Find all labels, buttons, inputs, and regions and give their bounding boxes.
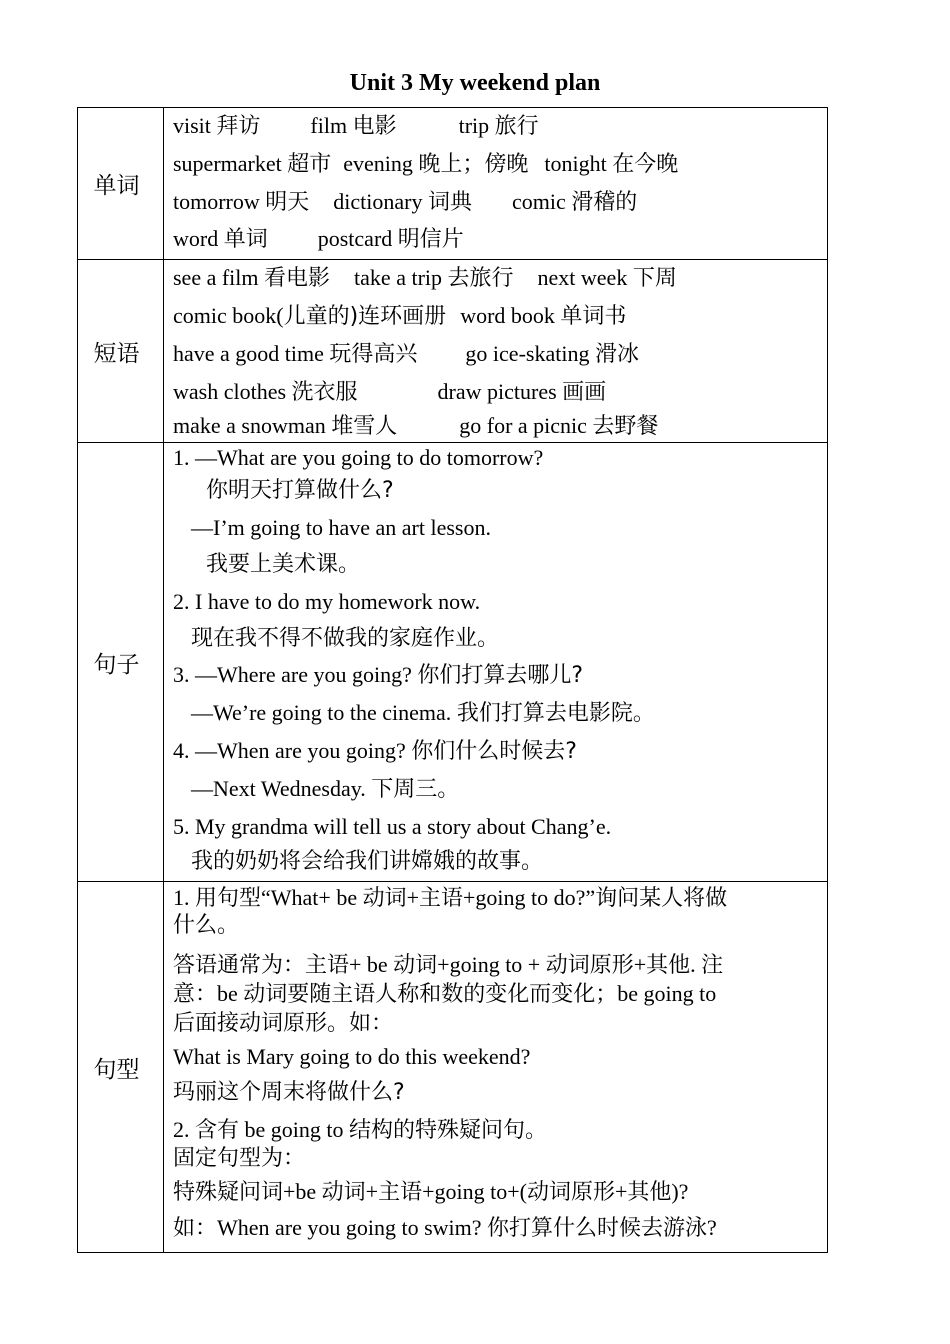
pattern-2-formula: 特殊疑问词+be 动词+主语+going to+(动词原形+其他)?	[173, 1179, 689, 1205]
sentence-1-answer: —I’m going to have an art lesson.	[191, 515, 491, 541]
phrases-line-3: have a good time 玩得高兴 go ice-skating 滑冰	[173, 340, 639, 367]
phrases-line-4: wash clothes 洗衣服 draw pictures 画画	[173, 378, 607, 405]
sentence-1-question-zh: 你明天打算做什么?	[206, 478, 394, 504]
table-row-patterns	[78, 882, 828, 1253]
row-label-sentences: 句子	[78, 443, 164, 882]
pattern-1-example: What is Mary going to do this weekend?	[173, 1044, 531, 1070]
sentence-1-question: 1. —What are you going to do tomorrow?	[173, 445, 544, 471]
row-label-phrases: 短语	[78, 260, 164, 443]
words-line-3: tomorrow 明天 dictionary 词典 comic 滑稽的	[173, 188, 638, 215]
words-line-4: word 单词 postcard 明信片	[173, 226, 464, 253]
pattern-2-fixed-label: 固定句型为：	[173, 1146, 306, 1172]
pattern-1-answer-note: 答语通常为：主语+ be 动词+going to + 动词原形+其他. 注 意：be 动词要随主语人称和数的变化而变化；be going to 后面接动词原形。如：	[173, 952, 724, 1036]
phrases-line-1: see a film 看电影 take a trip 去旅行 next week 下周	[173, 265, 677, 292]
row-label-words: 单词	[78, 108, 164, 260]
sentences-content	[164, 443, 828, 882]
sentence-5: 5. My grandma will tell us a story about Chang’e.	[173, 813, 612, 839]
phrases-line-5: make a snowman 堆雪人 go for a picnic 去野餐	[173, 413, 659, 440]
sentence-4-answer: —Next Wednesday. 下周三。	[191, 775, 460, 802]
pattern-1-description: 1. 用句型“What+ be 动词+主语+going to do?”询问某人将做 什么。	[173, 885, 728, 939]
pattern-2-example: 如：When are you going to swim? 你打算什么时候去游泳?	[173, 1215, 717, 1241]
summary-table	[77, 107, 828, 1253]
phrases-line-2: comic book(儿童的)连环画册 word book 单词书	[173, 302, 627, 329]
sentence-2: 2. I have to do my homework now.	[173, 588, 481, 614]
table-row-sentences	[78, 443, 828, 882]
sentence-5-zh: 我的奶奶将会给我们讲嫦娥的故事。	[191, 849, 544, 875]
table-row-phrases	[78, 260, 828, 443]
words-content	[164, 108, 828, 260]
row-label-patterns: 句型	[78, 882, 164, 1253]
sentence-3-question: 3. —Where are you going? 你们打算去哪儿?	[173, 662, 584, 689]
pattern-1-example-zh: 玛丽这个周末将做什么?	[173, 1080, 405, 1106]
sentence-4-question: 4. —When are you going? 你们什么时候去?	[173, 737, 577, 764]
words-line-1: visit 拜访 film 电影 trip 旅行	[173, 113, 539, 139]
sentence-3-answer: —We’re going to the cinema. 我们打算去电影院。	[191, 700, 655, 727]
sentence-1-answer-zh: 我要上美术课。	[206, 551, 361, 577]
pattern-2-description: 2. 含有 be going to 结构的特殊疑问句。	[173, 1117, 547, 1143]
sentence-2-zh: 现在我不得不做我的家庭作业。	[191, 625, 500, 651]
words-line-2: supermarket 超市 evening 晚上；傍晚 tonight 在今晚	[173, 150, 679, 177]
table-row-words	[78, 108, 828, 260]
page-title: Unit 3 My weekend plan	[349, 70, 601, 96]
patterns-content	[164, 882, 828, 1253]
phrases-content	[164, 260, 828, 443]
